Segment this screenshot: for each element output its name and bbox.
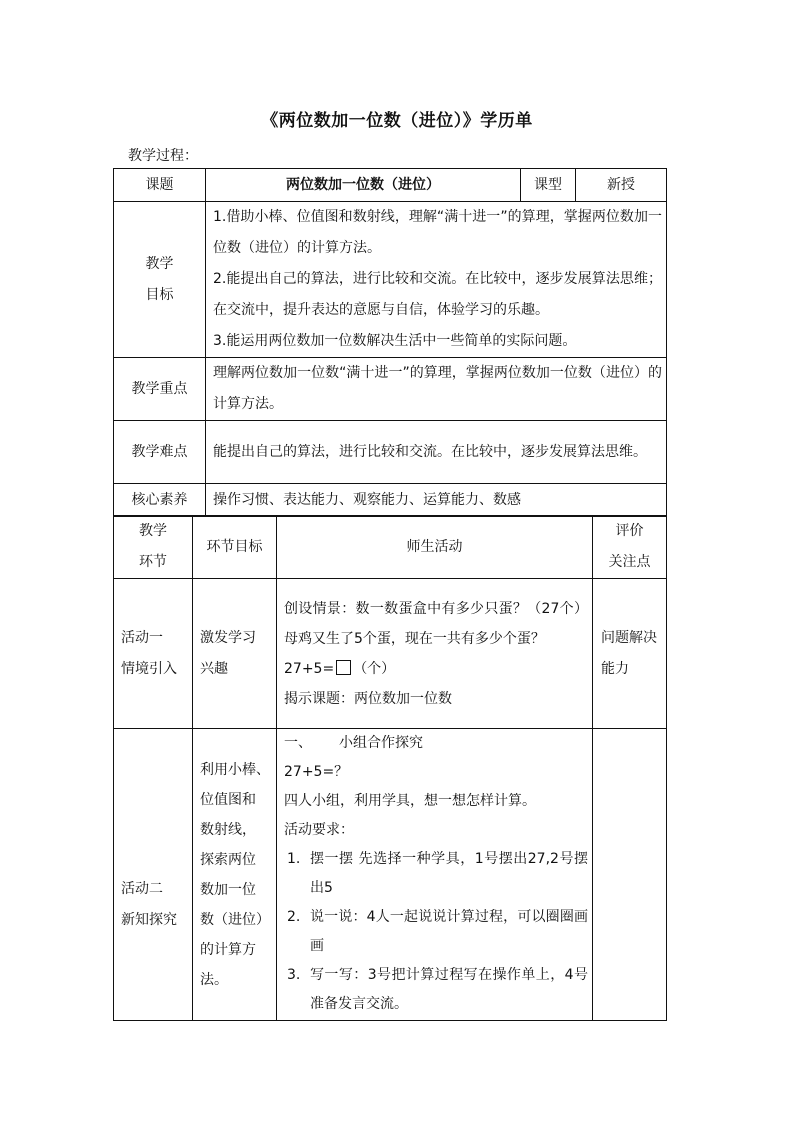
goals-label-line1: 教学 [145,255,174,272]
activity2-stage-line1: 活动二 [121,880,163,897]
header-stage-line2: 环节 [139,554,167,570]
key-label: 教学重点 [114,358,206,421]
step-text: 说一说：4人一起说说计算过程，可以圈圈画画 [310,909,588,954]
type-value: 新授 [576,169,667,202]
activity1-scenario: 创设情景：数一数蛋盒中有多少只蛋？（27个）母鸡又生了5个蛋，现在一共有多少个蛋？ [284,600,588,647]
activity2-stage-line2: 新知探究 [121,911,177,928]
activity1-eval-line2: 能力 [601,660,629,677]
header-eval [593,516,667,579]
activity1-stage [114,579,193,729]
activity1-topic-reveal: 揭示课题：两位数加一位数 [284,690,452,707]
literacy-label: 核心素养 [114,484,206,517]
goal-item: 2.能提出自己的算法，进行比较和交流。在比较中，逐步发展算法思维；在交流中，提升表达的意愿与自信，体验学习的乐趣。 [213,271,662,318]
header-activity: 师生活动 [277,516,593,579]
activity1-eval [593,579,667,729]
list-item [284,845,588,903]
equation-text: 27+5= [284,660,335,677]
activity1-stage-line2: 情境引入 [121,660,177,677]
type-label: 课型 [521,169,576,202]
literacy-value: 操作习惯、表达能力、观察能力、运算能力、数感 [206,484,667,517]
process-label: 教学过程： [128,148,198,164]
activity1-content [277,579,593,729]
section-title: 小组合作探究 [339,735,423,751]
goals-label-line2: 目标 [145,286,174,303]
topic-value: 两位数加一位数（进位） [206,169,521,202]
step-text: 写一写：3号把计算过程写在操作单上，4号准备发言交流。 [310,967,588,1012]
step-number: 3. [287,967,301,983]
goals-label [114,202,206,358]
header-eval-line1: 评价 [615,523,644,539]
step-number: 1. [287,851,301,867]
activity2-requirements-label: 活动要求： [284,822,354,838]
activity1-goal [193,579,277,729]
process-table [113,515,667,1021]
list-item [284,903,588,961]
key-value: 理解两位数加一位数“满十进一”的算理，掌握两位数加一位数（进位）的计算方法。 [206,358,667,421]
activity2-goal-line: 数加一位 [200,881,256,898]
difficulty-value: 能提出自己的算法，进行比较和交流。在比较中，逐步发展算法思维。 [206,421,667,484]
activity2-goal-line: 的计算方 [200,941,256,958]
list-item [284,961,588,1019]
activity2-eval [593,729,667,1021]
activity2-group: 四人小组，利用学具，想一想怎样计算。 [284,793,536,809]
activity2-goal-line: 探索两位 [200,851,256,868]
activity2-goal-line: 数射线， [200,821,256,838]
goal-item: 1.借助小棒、位值图和数射线，理解“满十进一”的算理，掌握两位数加一位数（进位）的计算方法。 [213,209,662,256]
difficulty-label: 教学难点 [114,421,206,484]
activity2-stage [114,729,193,1021]
header-stage-line1: 教学 [139,523,167,539]
goals-cell [206,202,667,358]
activity1-stage-line1: 活动一 [121,629,163,646]
equation-unit: （个） [353,660,396,677]
activity1-goal-line1: 激发学习 [200,629,256,646]
section-heading [284,729,588,758]
requirements-list [284,845,588,1019]
answer-box-icon [336,660,351,675]
activity2-goal-line: 利用小棒、 [200,761,270,778]
activity2-equation: 27+5=？ [284,764,349,780]
header-stage [114,516,193,579]
activity2-goal [193,729,277,1021]
section-number: 一、 [284,735,312,751]
goal-item: 3.能运用两位数加一位数解决生活中一些简单的实际问题。 [213,333,577,349]
activity2-goal-line: 法。 [200,971,228,988]
topic-label: 课题 [114,169,206,202]
info-table [113,168,667,517]
activity1-equation [284,654,588,684]
step-text: 摆一摆 先选择一种学具，1号摆出27,2号摆出5 [310,851,588,896]
document-title: 《两位数加一位数（进位）》学历单 [261,111,533,131]
activity2-goal-line: 数（进位） [200,911,270,928]
header-eval-line2: 关注点 [608,554,651,570]
activity2-content [277,729,593,1021]
activity1-eval-line1: 问题解决 [601,629,657,646]
activity2-goal-line: 位值图和 [200,791,256,808]
header-goal: 环节目标 [193,516,277,579]
activity1-goal-line2: 兴趣 [200,660,228,677]
step-number: 2. [287,909,301,925]
